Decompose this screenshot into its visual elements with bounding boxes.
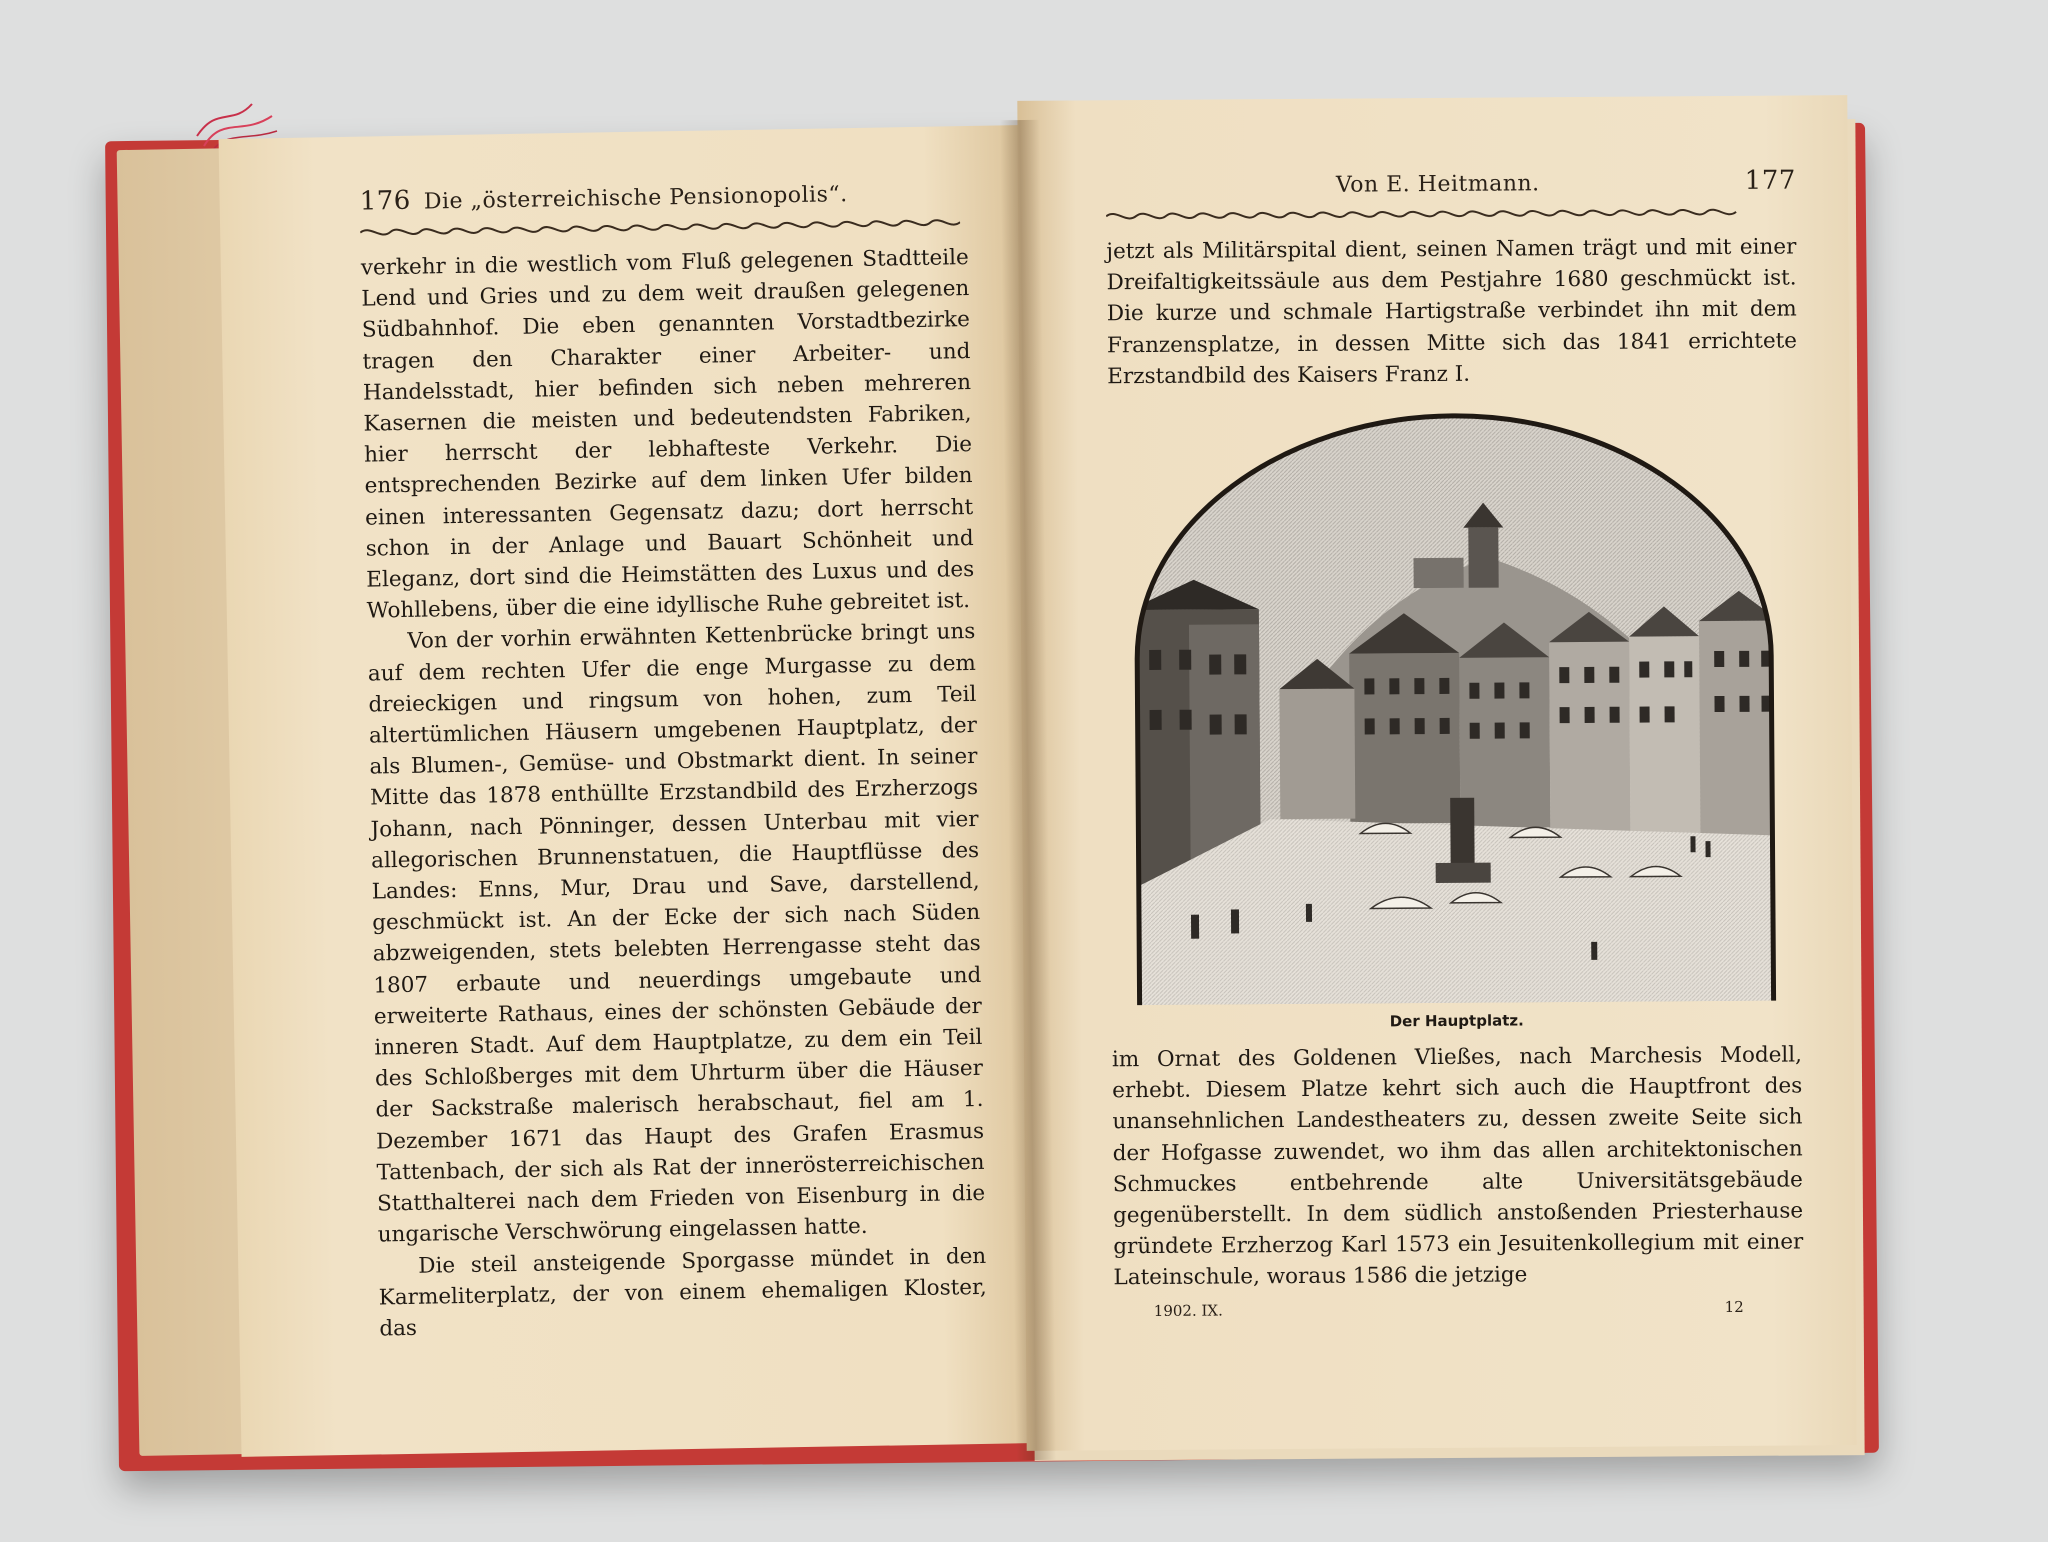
left-paragraph-2: Von der vorhin erwähnten Kettenbrücke bringt uns auf dem rechten Ufer die enge Murgasse zu dem dreieckigen und ringsum von hohen, zum Teil altertümlichen Häusern umgebenen Hauptplatz, der als Blumen-, Gemüse- und Obstmarkt dient. In seiner Mitte das 1878 enthüllte Erzstandbild des Erzherzogs Johann, nach Pönninger, dessen Unterbau mit vier allegorischen Brunnenstatuen, die Hauptflüsse des Landes: Enns, Mur, Drau und Save, darstellend, geschmückt ist. An der Ecke der sich nach Süden abzweigenden, stets belebten Herrengasse steht das 1807 erbaute und neuerdings umgebaute und erweiterte Rathaus, eines der schönsten Gebäude der inneren Stadt. Auf dem Hauptplatze, zu dem ein Teil des Schloßberges mit dem Uhrturm über die Häuser der Sackstraße malerisch herabschaut, fiel am 1. Dezember 1671 das Haupt des Grafen Erasmus Tattenbach, der sich als Rat der innerösterreichischen Statthalterei nach dem Frieden von Eisenburg in die ungarische Verschwörung eingelassen hatte. [367, 619, 986, 1248]
left-running-head [359, 176, 967, 217]
right-page [1017, 95, 1856, 1451]
left-running-title: Die „österreichische Pensionopolis“. [423, 182, 848, 215]
footer-volume: 1902. IX. [1153, 1301, 1223, 1320]
footer-signature: 12 [1724, 1297, 1744, 1316]
hauptplatz-figure [1107, 405, 1801, 1032]
signature-footer [1114, 1297, 1804, 1320]
right-page-number: 177 [1744, 165, 1796, 196]
left-page [219, 125, 1042, 1457]
right-paragraph-bottom: im Ornat des Goldenen Vließes, nach Marchesis Modell, erhebt. Diesem Platze kehrt sich auch die Hauptfront des unansehnlichen Landestheaters zu, dessen zweite Seite sich der Hofgasse zuwendet, wo ihm das allen architektonischen Schmuckes entbehrende alte Universitätsgebäude gegenüberstellt. In dem südlich anstoßenden Priesterhause gründete Erzherzog Karl 1573 ein Jesuitenkollegium mit einer Lateinschule, woraus 1586 die jetzige [1111, 1042, 1804, 1291]
right-running-title: Von E. Heitmann. [1335, 171, 1540, 198]
right-running-head [1106, 165, 1796, 200]
left-paragraph-1: verkehr in die westlich vom Fluß gelegenen Stadtteile Lend und Gries und zu dem weit draußen gelegenen Südbahnhof. Die eben genannten Vorstadtbezirke tragen den Charakter einer Arbeiter- und Handelsstadt, hier befinden sich neben mehreren Kasernen die meisten und bedeutendsten Fabriken, hier herrscht der lebhafteste Verkehr. Die entsprechenden Bezirke auf dem linken Ufer bilden einen interessanten Gegensatz dazu; dort herrscht schon in der Anlage und Bauart Schönheit und Eleganz, dort sind die Heimstätten des Luxus und des Wohllebens, über die eine idyllische Ruhe gebreitet ist. [360, 245, 975, 624]
left-paragraph-3: Die steil ansteigende Sporgasse mündet in den Karmeliterplatz, der von einem ehemaligen Kloster, das [378, 1243, 987, 1342]
right-body-text-top [1106, 231, 1797, 392]
hauptplatz-engraving [1127, 406, 1781, 1011]
left-body-text [361, 242, 988, 1345]
left-ornament-rule [360, 214, 960, 240]
left-page-number: 176 [359, 185, 412, 217]
right-body-text-bottom [1112, 1039, 1804, 1293]
right-paragraph-top: jetzt als Militärspital dient, seinen Namen trägt und mit einer Dreifaltigkeitssäule aus dem Pestjahre 1680 geschmückt ist. Die kurze und schmale Hartigstraße verbindet ihn mit dem Franzensplatze, in dessen Mitte sich das 1841 errichtete Erzstandbild des Kaisers Franz I. [1106, 234, 1798, 390]
figure-caption: Der Hauptplatz. [1389, 1011, 1524, 1031]
right-ornament-rule [1106, 204, 1746, 224]
